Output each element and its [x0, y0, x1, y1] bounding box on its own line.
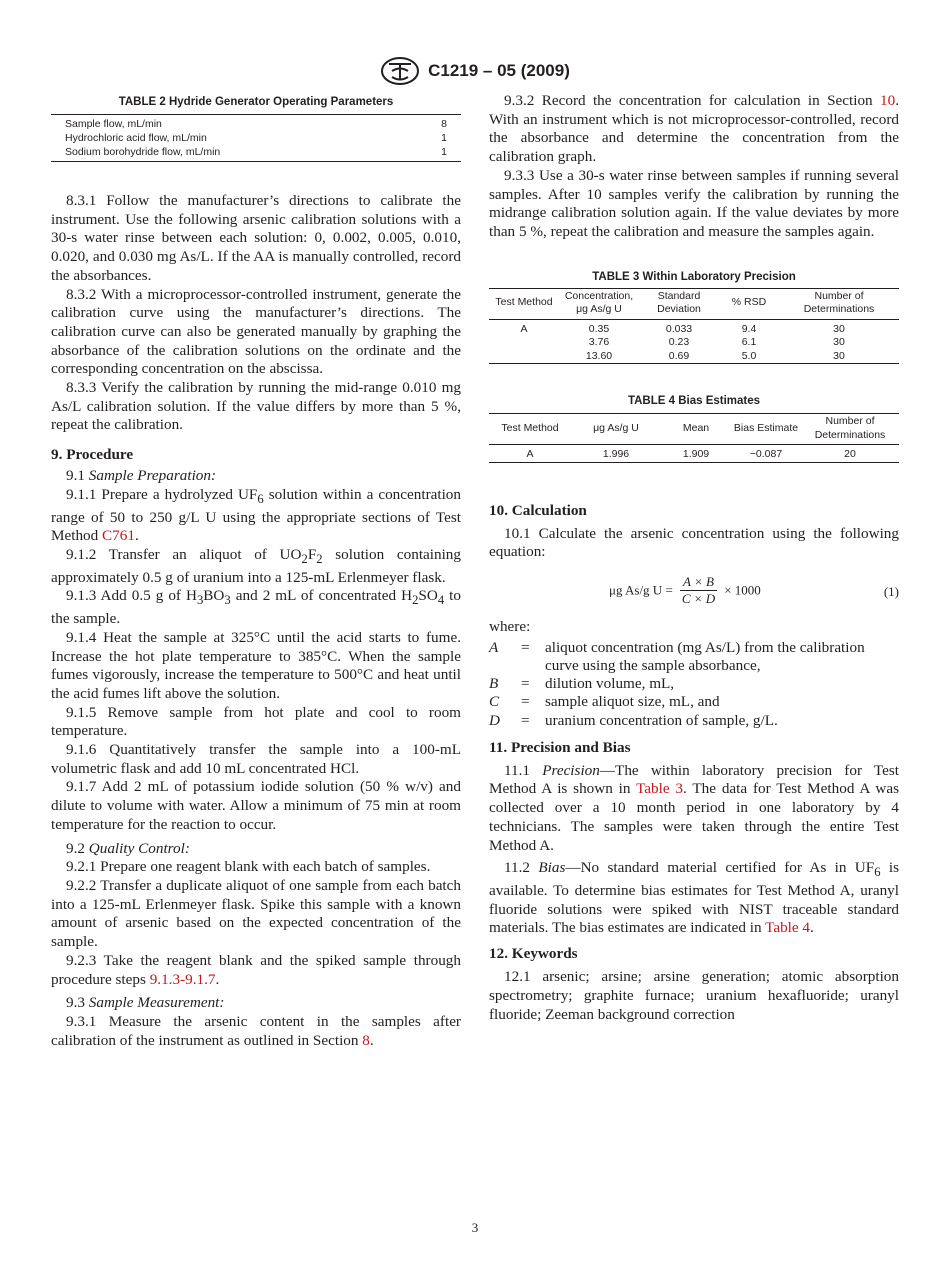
left-column [51, 92, 461, 1050]
para-9-1-4: 9.1.4 Heat the sample at 325°C until the acid starts to fume. Increase the hot plate temperature to 385°C. When the sample fumes vigorously, increase the temperature to 500°C and heat until the acid fumes lift above the solution. [51, 628, 461, 702]
variable-eq: = [521, 638, 530, 656]
para-9-2: 9.2 Quality Control: [66, 839, 190, 857]
table4-header-cell: Number of Determinations [814, 415, 886, 441]
para-9-1: 9.1 Sample Preparation: [66, 467, 217, 485]
para-9-3-2: 9.3.2 Record the concentration for calculation in Section 10. With an instrument which is not microprocessor-controlled, record the absorbance and determine the concentration from the calibration graph. [489, 92, 899, 166]
table2-row [51, 145, 461, 162]
table4-cell: 1.996 [602, 448, 630, 461]
section-10-heading: 10. Calculation [489, 501, 587, 519]
table2-caption: TABLE 2 Hydride Generator Operating Parameters [118, 96, 394, 108]
variable-def: aliquot concentration (mg As/L) from the calibration curve using the sample absorbance, [545, 638, 865, 674]
table4-cell: 1.909 [682, 448, 710, 461]
table3-cell: 30 [833, 336, 845, 349]
link-c761[interactable]: C761 [102, 527, 135, 545]
para-9-2-3: 9.2.3 Take the reagent blank and the spiked sample through procedure steps 9.1.3-9.1.7. [51, 951, 461, 988]
equation-denominator: C × D [681, 591, 716, 607]
para-8-3-3: 8.3.3 Verify the calibration by running the mid-range 0.010 mg As/L calibration solution. If the value differs by more than 5 %, repeat the calibration. [51, 379, 461, 434]
table4-caption: TABLE 4 Bias Estimates [627, 395, 761, 408]
table4-cell: 20 [844, 448, 856, 461]
variable-eq: = [521, 675, 530, 693]
para-8-3-1: 8.3.1 Follow the manufacturer’s directions to calibrate the instrument. Use the following arsenic calibration solutions with a 30-s water rinse between each solution: 0, 0.002, 0.005, 0.010, 0.020, and 0.030 mg As/L. If the AA is manually controlled, record the absorbances. [51, 192, 461, 284]
equation-numerator: A × B [680, 574, 717, 591]
table3-cell: 0.033 [665, 322, 693, 335]
para-11-1: 11.1 Precision—The within laboratory precision for Test Method A is shown in Table 3. The data for Test Method A was collected over a 10 month period in one laboratory by 4 technicians. The samples were taken through the entire Test Method A. [489, 761, 899, 854]
section-9-heading: 9. Procedure [51, 446, 134, 464]
equation-1 [489, 570, 899, 614]
variable-sym: B [489, 675, 499, 693]
table4-cell: −0.087 [749, 448, 783, 461]
table2-row [51, 131, 461, 145]
para-11-2: 11.2 Bias—No standard material certified for As in $UF_6$ is available. To determine bias estimates for Test Method A, uranyl fluoride solutions were spiked with NIST traceable standard materials. The bias estimates are indicated in Table 4. [489, 859, 899, 937]
table3-cell: 30 [833, 349, 845, 362]
right-column [489, 92, 899, 1024]
table4-header-cell: Test Method [501, 421, 559, 434]
table4-header-cell: μg As/g U [593, 421, 639, 434]
variable-sym: D [489, 711, 500, 729]
variable-definitions [489, 639, 899, 730]
table3-cell: 5.0 [741, 349, 757, 362]
table3-cell [489, 336, 559, 350]
table3-row [489, 350, 899, 364]
table3-header-cell: % RSD [731, 296, 767, 309]
variable-definition [489, 639, 899, 675]
para-9-1-3: 9.1.3 Add 0.5 g of $H_3BO_3$ and 2 mL of concentrated $H_2SO_4$ to the sample. [51, 587, 461, 628]
para-9-3: 9.3 Sample Measurement: [66, 994, 225, 1012]
table3-cell: 13.60 [585, 349, 613, 362]
table2-cell-label: Sodium borohydride flow, mL/min [65, 146, 221, 158]
table2-cell-value: 8 [441, 118, 447, 130]
para-9-2-1: 9.2.1 Prepare one reagent blank with each batch of samples. [66, 858, 431, 876]
link-section-8[interactable]: 8 [362, 1031, 370, 1049]
table4-header-cell: Mean [682, 421, 710, 434]
equation-fraction [680, 574, 717, 607]
table3-row [489, 319, 899, 336]
para-9-1-5: 9.1.5 Remove sample from hot plate and cool to room temperature. [51, 703, 461, 740]
equation-lhs: μg As/g U = [609, 582, 673, 598]
table2-cell-value: 1 [441, 132, 447, 144]
para-9-3-3: 9.3.3 Use a 30-s water rinse between samples if running several samples. After 10 samples verify the calibration by running the midrange calibration solution again. If the value deviates by more than 5 %, repeat the calibration and measure the samples again. [489, 166, 899, 240]
variable-def: dilution volume, mL, [545, 675, 675, 693]
table3-cell: 0.23 [668, 336, 690, 349]
variable-eq: = [521, 711, 530, 729]
equation-label: (1) [883, 584, 899, 600]
para-9-1-1: 9.1.1 Prepare a hydrolyzed $UF_6$ solution within a concentration range of 50 to 250 g/L U using the appropriate sections of Test Method C761. [51, 485, 461, 545]
table3-cell [489, 350, 559, 364]
para-12-1: 12.1 arsenic; arsine; arsine generation; atomic absorption spectrometry; graphite furnace; uranium hexafluoride; uranyl fluoride; Zeeman background correction [489, 968, 899, 1023]
link-section-10[interactable]: 10 [880, 92, 896, 109]
table3-cell: 6.1 [741, 336, 757, 349]
table3-header-cell: Test Method [495, 296, 553, 309]
link-steps-9-1-3-9-1-7[interactable]: 9.1.3-9.1.7 [149, 970, 216, 988]
variable-def: sample aliquot size, mL, and [545, 693, 720, 711]
variable-sym: C [489, 693, 500, 711]
link-table-4[interactable]: Table 4 [765, 919, 811, 937]
table2-cell-value: 1 [441, 146, 447, 158]
para-8-3-2: 8.3.2 With a microprocessor-controlled instrument, generate the calibration curve using the manufacturer’s directions. The calibration curve can also be generated manually by graphing the absorbance of the calibration solutions on the ordinate and the corresponding concentration on the abscissa. [51, 285, 461, 378]
section-11-heading: 11. Precision and Bias [489, 738, 631, 756]
table2-cell-label: Sample flow, mL/min [65, 118, 162, 130]
table3-header-cell: Concentration, μg As/g U [564, 289, 634, 316]
table3-header-cell: Standard Deviation [657, 289, 701, 316]
table4-header-cell: Bias Estimate [733, 421, 799, 434]
variable-definition [489, 693, 899, 711]
para-9-3-1: 9.3.1 Measure the arsenic content in the samples after calibration of the instrument as outlined in Section 8. [51, 1012, 461, 1049]
table3-cell: 0.69 [668, 349, 690, 362]
variable-sym: A [489, 638, 499, 656]
where-label: where: [489, 618, 531, 636]
section-12-heading: 12. Keywords [489, 945, 578, 963]
table2-cell-label: Hydrochloric acid flow, mL/min [65, 132, 207, 144]
para-9-1-6: 9.1.6 Quantitatively transfer the sample into a 100-mL volumetric flask and add 10 mL concentrated HCl. [51, 741, 461, 777]
para-10-1: 10.1 Calculate the arsenic concentration using the following equation: [489, 524, 899, 561]
para-9-2-2: 9.2.2 Transfer a duplicate aliquot of one sample from each batch into a 125-mL Erlenmeyer flask. Spike this sample with a known amount of arsenic based on the expected concentration of the sample. [51, 877, 461, 951]
table3-caption: TABLE 3 Within Laboratory Precision [592, 270, 796, 283]
variable-definition [489, 675, 899, 693]
page-number: 3 [471, 1220, 479, 1235]
table3-row [489, 336, 899, 350]
table3-cell: 9.4 [741, 322, 757, 335]
page-header [0, 56, 950, 86]
table3-cell: A [520, 322, 528, 335]
table3-cell: 0.35 [588, 322, 610, 335]
para-9-1-7: 9.1.7 Add 2 mL of potassium iodide solution (50 % w/v) and dilute to volume with water. Allow a minimum of 75 min at room temperature for the reaction to occur. [51, 778, 461, 833]
para-9-1-2: 9.1.2 Transfer an aliquot of $UO_2F_2$ solution containing approximately 0.5 g of uranium into a 125-mL Erlenmeyer flask. [51, 545, 461, 586]
table3 [489, 288, 899, 365]
table3-header-cell: Number of Determinations [803, 289, 875, 316]
link-table-3[interactable]: Table 3 [636, 780, 684, 798]
table4 [489, 413, 899, 463]
table3-cell: 30 [833, 322, 845, 335]
variable-def: uranium concentration of sample, g/L. [545, 711, 778, 729]
table2 [51, 114, 461, 162]
equation-rhs: × 1000 [724, 582, 761, 598]
astm-logo-icon [380, 56, 420, 86]
variable-eq: = [521, 693, 530, 711]
variable-definition [489, 712, 899, 730]
table4-cell: A [526, 448, 534, 461]
table4-row [489, 445, 899, 463]
table3-cell: 3.76 [588, 336, 610, 349]
table2-row [51, 115, 461, 132]
document-title: C1219 – 05 (2009) [428, 61, 570, 80]
